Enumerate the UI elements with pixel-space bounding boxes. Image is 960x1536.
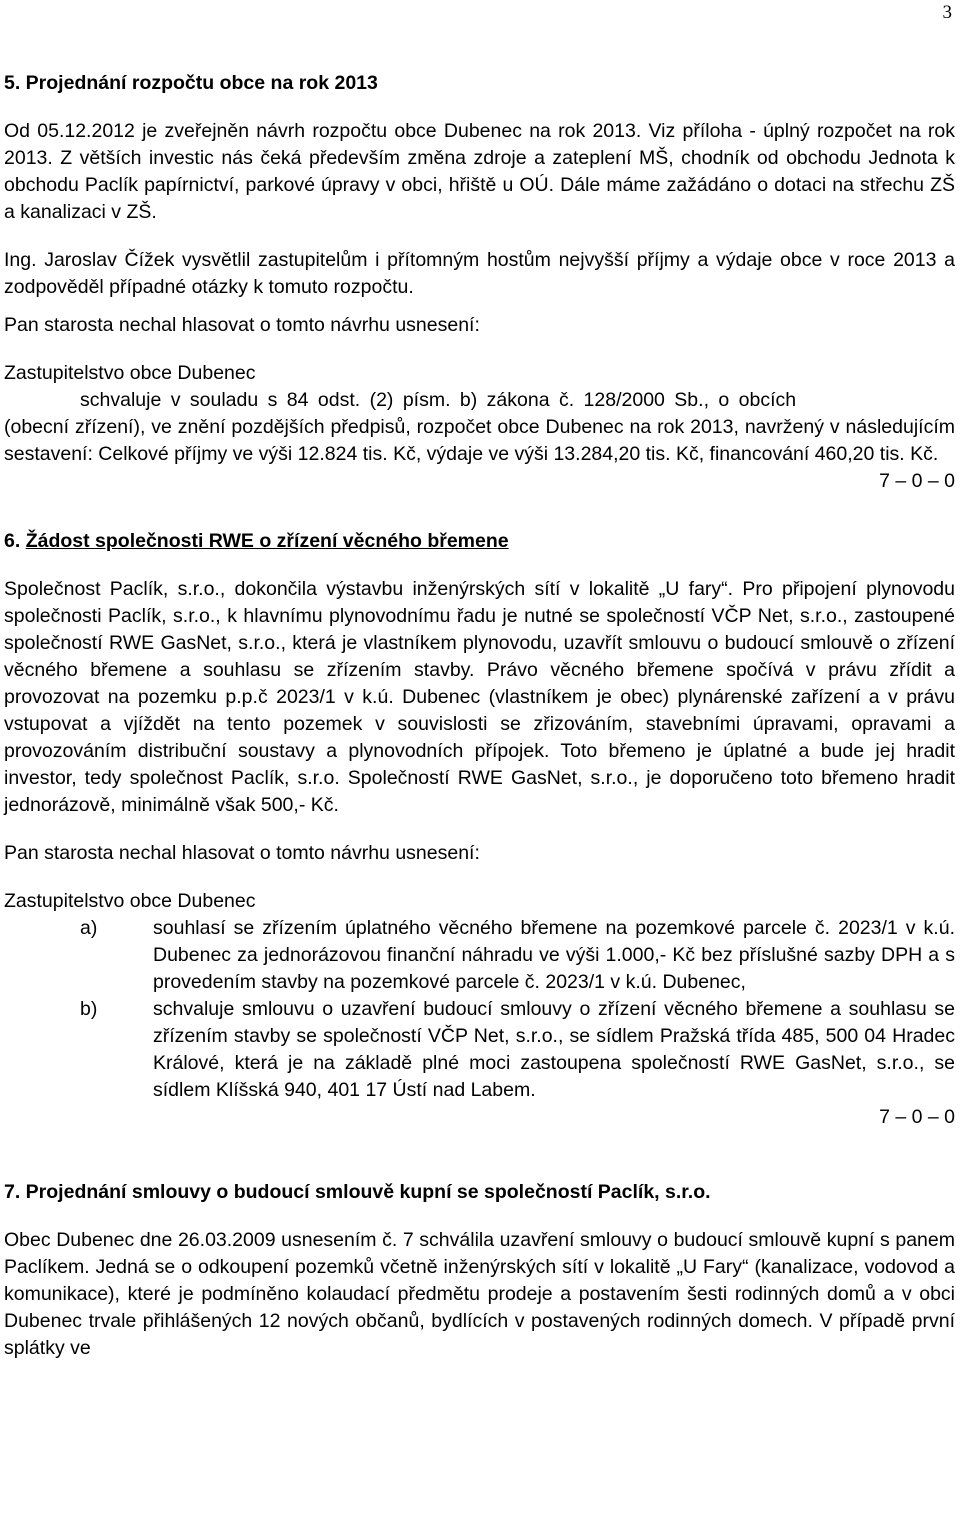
section-6-vote-result: 7 – 0 – 0 <box>879 1106 955 1128</box>
list-item <box>4 996 955 1104</box>
section-6-paragraph-1: Společnost Paclík, s.r.o., dokončila výstavbu inženýrských sítí v lokalitě „U fary“. Pro připojení plynovodu společnosti Paclík, s.r.o., k hlavnímu plynovodnímu řadu je nutné se společností VČP Net, s.r.o., zastoupené společností RWE GasNet, s.r.o., která je vlastníkem plynovodu, uzavřít smlouvu o budoucí smlouvě o zřízení věcného břemene a souhlasu se zřízením stavby. Právo věcného břemene spočívá v právu zřídit a provozovat na pozemku p.p.č 2023/1 v k.ú. Dubenec (vlastníkem je obec) plynárenské zařízení a v právu vstupovat a vjíždět na tento pozemek v souvislosti se zřizováním, stavebními úpravami, opravami a provozováním distribuční soustavy a plynovodních přípojek. Toto břemeno je úplatné a bude jej hradit investor, tedy společnost Paclík, s.r.o. Společností RWE GasNet, s.r.o., je doporučeno toto břemeno hradit jednorázově, minimálně však 500,- Kč. <box>4 578 955 816</box>
page-number: 3 <box>942 2 952 23</box>
section-5-resolution-first-line: schvaluje v souladu s 84 odst. (2) písm. b) zákona č. 128/2000 Sb., o obcích <box>80 389 797 411</box>
section-6-resolution-list <box>4 915 955 1104</box>
section-5-heading: 5. Projednání rozpočtu obce na rok 2013 <box>4 72 378 94</box>
list-item <box>4 915 955 996</box>
section-5-paragraph-2: Ing. Jaroslav Čížek vysvětlil zastupitelům i přítomným hostům nejvyšší příjmy a výdaje obce v roce 2013 a zodpověděl případné otázky k tomuto rozpočtu. <box>4 249 955 298</box>
section-5-council: Zastupitelstvo obce Dubenec <box>4 362 256 384</box>
list-item-label: a) <box>80 917 98 939</box>
section-6-vote-intro: Pan starosta nechal hlasovat o tomto návrhu usnesení: <box>4 842 480 864</box>
section-5-paragraph-1: Od 05.12.2012 je zveřejněn návrh rozpočtu obce Dubenec na rok 2013. Viz příloha - úplný rozpočet na rok 2013. Z větších investic nás čeká především změna zdroje a zateplení MŠ, chodník od obchodu Jednota k obchodu Paclík papírnictví, parkové úpravy v obci, hřiště u OÚ. Dále máme zažádáno o dotaci na střechu ZŠ a kanalizaci v ZŠ. <box>4 120 955 223</box>
document-body <box>4 70 955 1362</box>
section-5-resolution-body: (obecní zřízení), ve znění pozdějších předpisů, rozpočet obce Dubenec na rok 2013, navržený v následujícím sestavení: Celkové příjmy ve výši 12.824 tis. Kč, výdaje ve výši 13.284,20 tis. Kč, financování 460,20 tis. Kč. <box>4 416 955 465</box>
section-6-heading <box>4 528 955 555</box>
list-item-label: b) <box>80 998 98 1020</box>
section-6-council: Zastupitelstvo obce Dubenec <box>4 890 256 912</box>
section-7-heading: 7. Projednání smlouvy o budoucí smlouvě kupní se společností Paclík, s.r.o. <box>4 1181 711 1203</box>
section-6-title: Žádost společnosti RWE o zřízení věcného břemene <box>25 530 509 552</box>
section-5-vote-result: 7 – 0 – 0 <box>879 470 955 492</box>
list-item-text: schvaluje smlouvu o uzavření budoucí smlouvy o zřízení věcného břemene a souhlasu se zřízením stavby se společností VČP Net, s.r.o., se sídlem Pražská třída 485, 500 04 Hradec Králové, která je na základě plné moci zastoupena společností RWE GasNet, s.r.o., se sídlem Klíšská 940, 401 17 Ústí nad Labem. <box>153 998 955 1101</box>
section-6-number: 6. <box>4 530 26 552</box>
list-item-text: souhlasí se zřízením úplatného věcného břemene na pozemkové parcele č. 2023/1 v k.ú. Dubenec za jednorázovou finanční náhradu ve výši 1.000,- Kč bez příslušné sazby DPH a s provedením stavby na pozemkové parcele č. 2023/1 v k.ú. Dubenec, <box>153 917 955 993</box>
section-7-paragraph-1: Obec Dubenec dne 26.03.2009 usnesením č. 7 schválila uzavření smlouvy o budoucí smlouvě kupní s panem Paclíkem. Jedná se o odkoupení pozemků včetně inženýrských sítí v lokalitě „U Fary“ (kanalizace, vodovod a komunikace), které je podmíněno kolaudací předmětu prodeje a postavením šesti rodinných domů a v obci Dubenec trvale přihlášených 12 nových občanů, bydlících v postavených rodinných domech. V případě první splátky ve <box>4 1229 955 1359</box>
section-5-vote-intro: Pan starosta nechal hlasovat o tomto návrhu usnesení: <box>4 314 480 336</box>
